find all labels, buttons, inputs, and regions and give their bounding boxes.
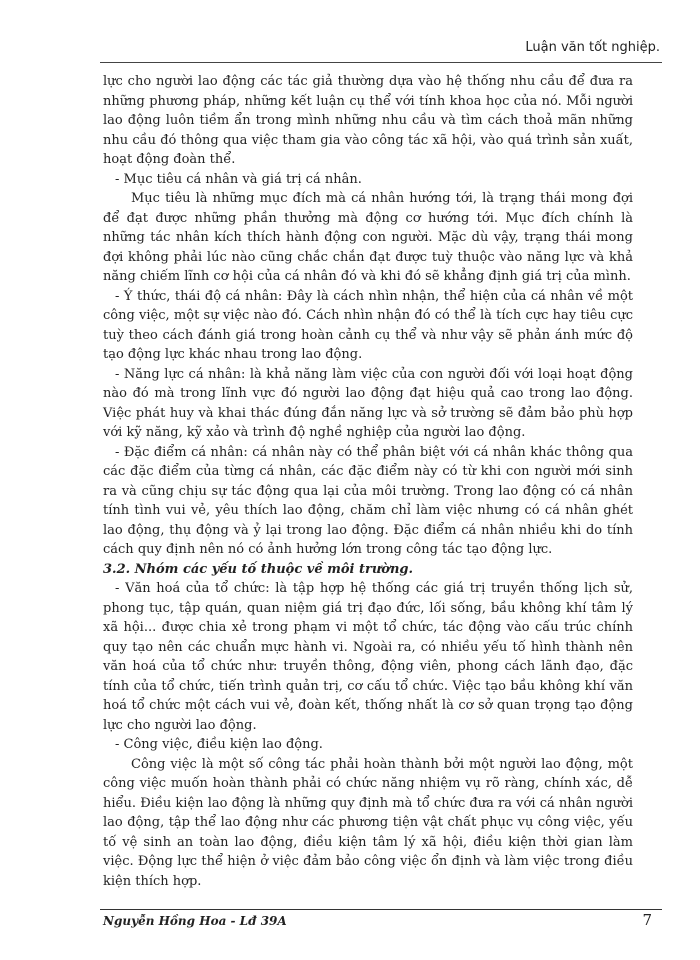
paragraph: - Đặc điểm cá nhân: cá nhân này có thể phân biệt với cá nhân khác thông qua các đặc điểm của từng cá nhân, các đặc điểm này có từ khi con người mới sinh ra và cũng chịu sự tác động qua lại của môi trường. Trong lao động có cá nhân tính tình vui vẻ, yêu thích lao động, chăm chỉ làm việc nhưng có cá nhân ghét lao động, thụ động và ỷ lại trong lao động. Đặc điểm cá nhân nhiều khi do tính cách quy định nên nó có ảnh hưởng lớn trong công tác tạo động lực. [103, 444, 633, 557]
running-header: Luận văn tốt nghiệp. [525, 40, 660, 55]
header-divider [100, 62, 662, 63]
paragraph: Mục tiêu là những mục đích mà cá nhân hướng tới, là trạng thái mong đợi để đạt được những phần thưởng mà động cơ hướng tới. Mục đích chính là những tác nhân kích thích hành động con người. Mặc dù vậy, trạng thái mong đợi không phải lúc nào cũng chắc chắn đạt được tuỳ thuộc vào năng lực và khả năng chiếm lĩnh cơ hội của cá nhân đó và khi đó sẽ khẳng định giá trị của mình. [103, 191, 633, 284]
paragraph: - Năng lực cá nhân: là khả năng làm việc của con người đối với loại hoạt động nào đó mà trong lĩnh vực đó người lao động đạt hiệu quả cao trong lao động. Việc phát huy và khai thác đúng đắn năng lực và sở trường sẽ đảm bảo phù hợp với kỹ năng, kỹ xảo và trình độ nghề nghiệp của người lao động. [103, 366, 633, 440]
page-number: 7 [642, 911, 652, 929]
body-text [103, 72, 633, 891]
paragraph: - Ý thức, thái độ cá nhân: Đây là cách nhìn nhận, thể hiện của cá nhân về một công việc, một sự việc nào đó. Cách nhìn nhận đó có thể là tích cực hay tiêu cực tuỳ theo cách đánh giá trong hoàn cảnh cụ thể và như vậy sẽ phản ánh mức độ tạo động lực khác nhau trong lao động. [103, 288, 633, 362]
section-heading: 3.2. Nhóm các yếu tố thuộc về môi trường. [103, 561, 414, 577]
paragraph: - Công việc, điều kiện lao động. [115, 737, 323, 752]
footer-divider [100, 909, 662, 910]
paragraph: Công việc là một số công tác phải hoàn thành bởi một người lao động, một công việc muốn hoàn thành phải có chức năng nhiệm vụ rõ ràng, chính xác, dễ hiểu. Điều kiện lao động là những quy định mà tổ chức đưa ra với cá nhân người lao động, tập thể lao động như các phương tiện vật chất phục vụ công việc, yếu tố vệ sinh an toàn lao động, điều kiện tâm lý xã hội, điều kiện thời gian làm việc. Động lực thể hiện ở việc đảm bảo công việc ổn định và làm việc trong điều kiện thích hợp. [103, 756, 633, 889]
paragraph: lực cho người lao động các tác giả thường dựa vào hệ thống nhu cầu để đưa ra những phương pháp, những kết luận cụ thể với tính khoa học của nó. Mỗi người lao động luôn tiềm ẩn trong mình những nhu cầu và tìm cách thoả mãn những nhu cầu đó thông qua việc tham gia vào công tác xã hội, vào quá trình sản xuất, hoạt động đoàn thể. [103, 74, 633, 167]
paragraph: - Văn hoá của tổ chức: là tập hợp hệ thống các giá trị truyền thống lịch sử, phong tục, tập quán, quan niệm giá trị đạo đức, lối sống, bầu không khí tâm lý xã hội... được chia xẻ trong phạm vi một tổ chức, tác động vào cấu trúc chính quy tạo nên các chuẩn mực hành vi. Ngoài ra, có nhiều yếu tố hình thành nên văn hoá của tổ chức như: truyền thông, động viên, phong cách lãnh đạo, đặc tính của tổ chức, tiến trình quản trị, cơ cấu tổ chức. Việc tạo bầu không khí văn hoá tổ chức một cách vui vẻ, đoàn kết, thống nhất là cơ sở quan trọng tạo động lực cho người lao động. [103, 581, 633, 733]
footer-author: Nguyễn Hồng Hoa - Lđ 39A [103, 914, 287, 928]
paragraph: - Mục tiêu cá nhân và giá trị cá nhân. [115, 171, 362, 187]
